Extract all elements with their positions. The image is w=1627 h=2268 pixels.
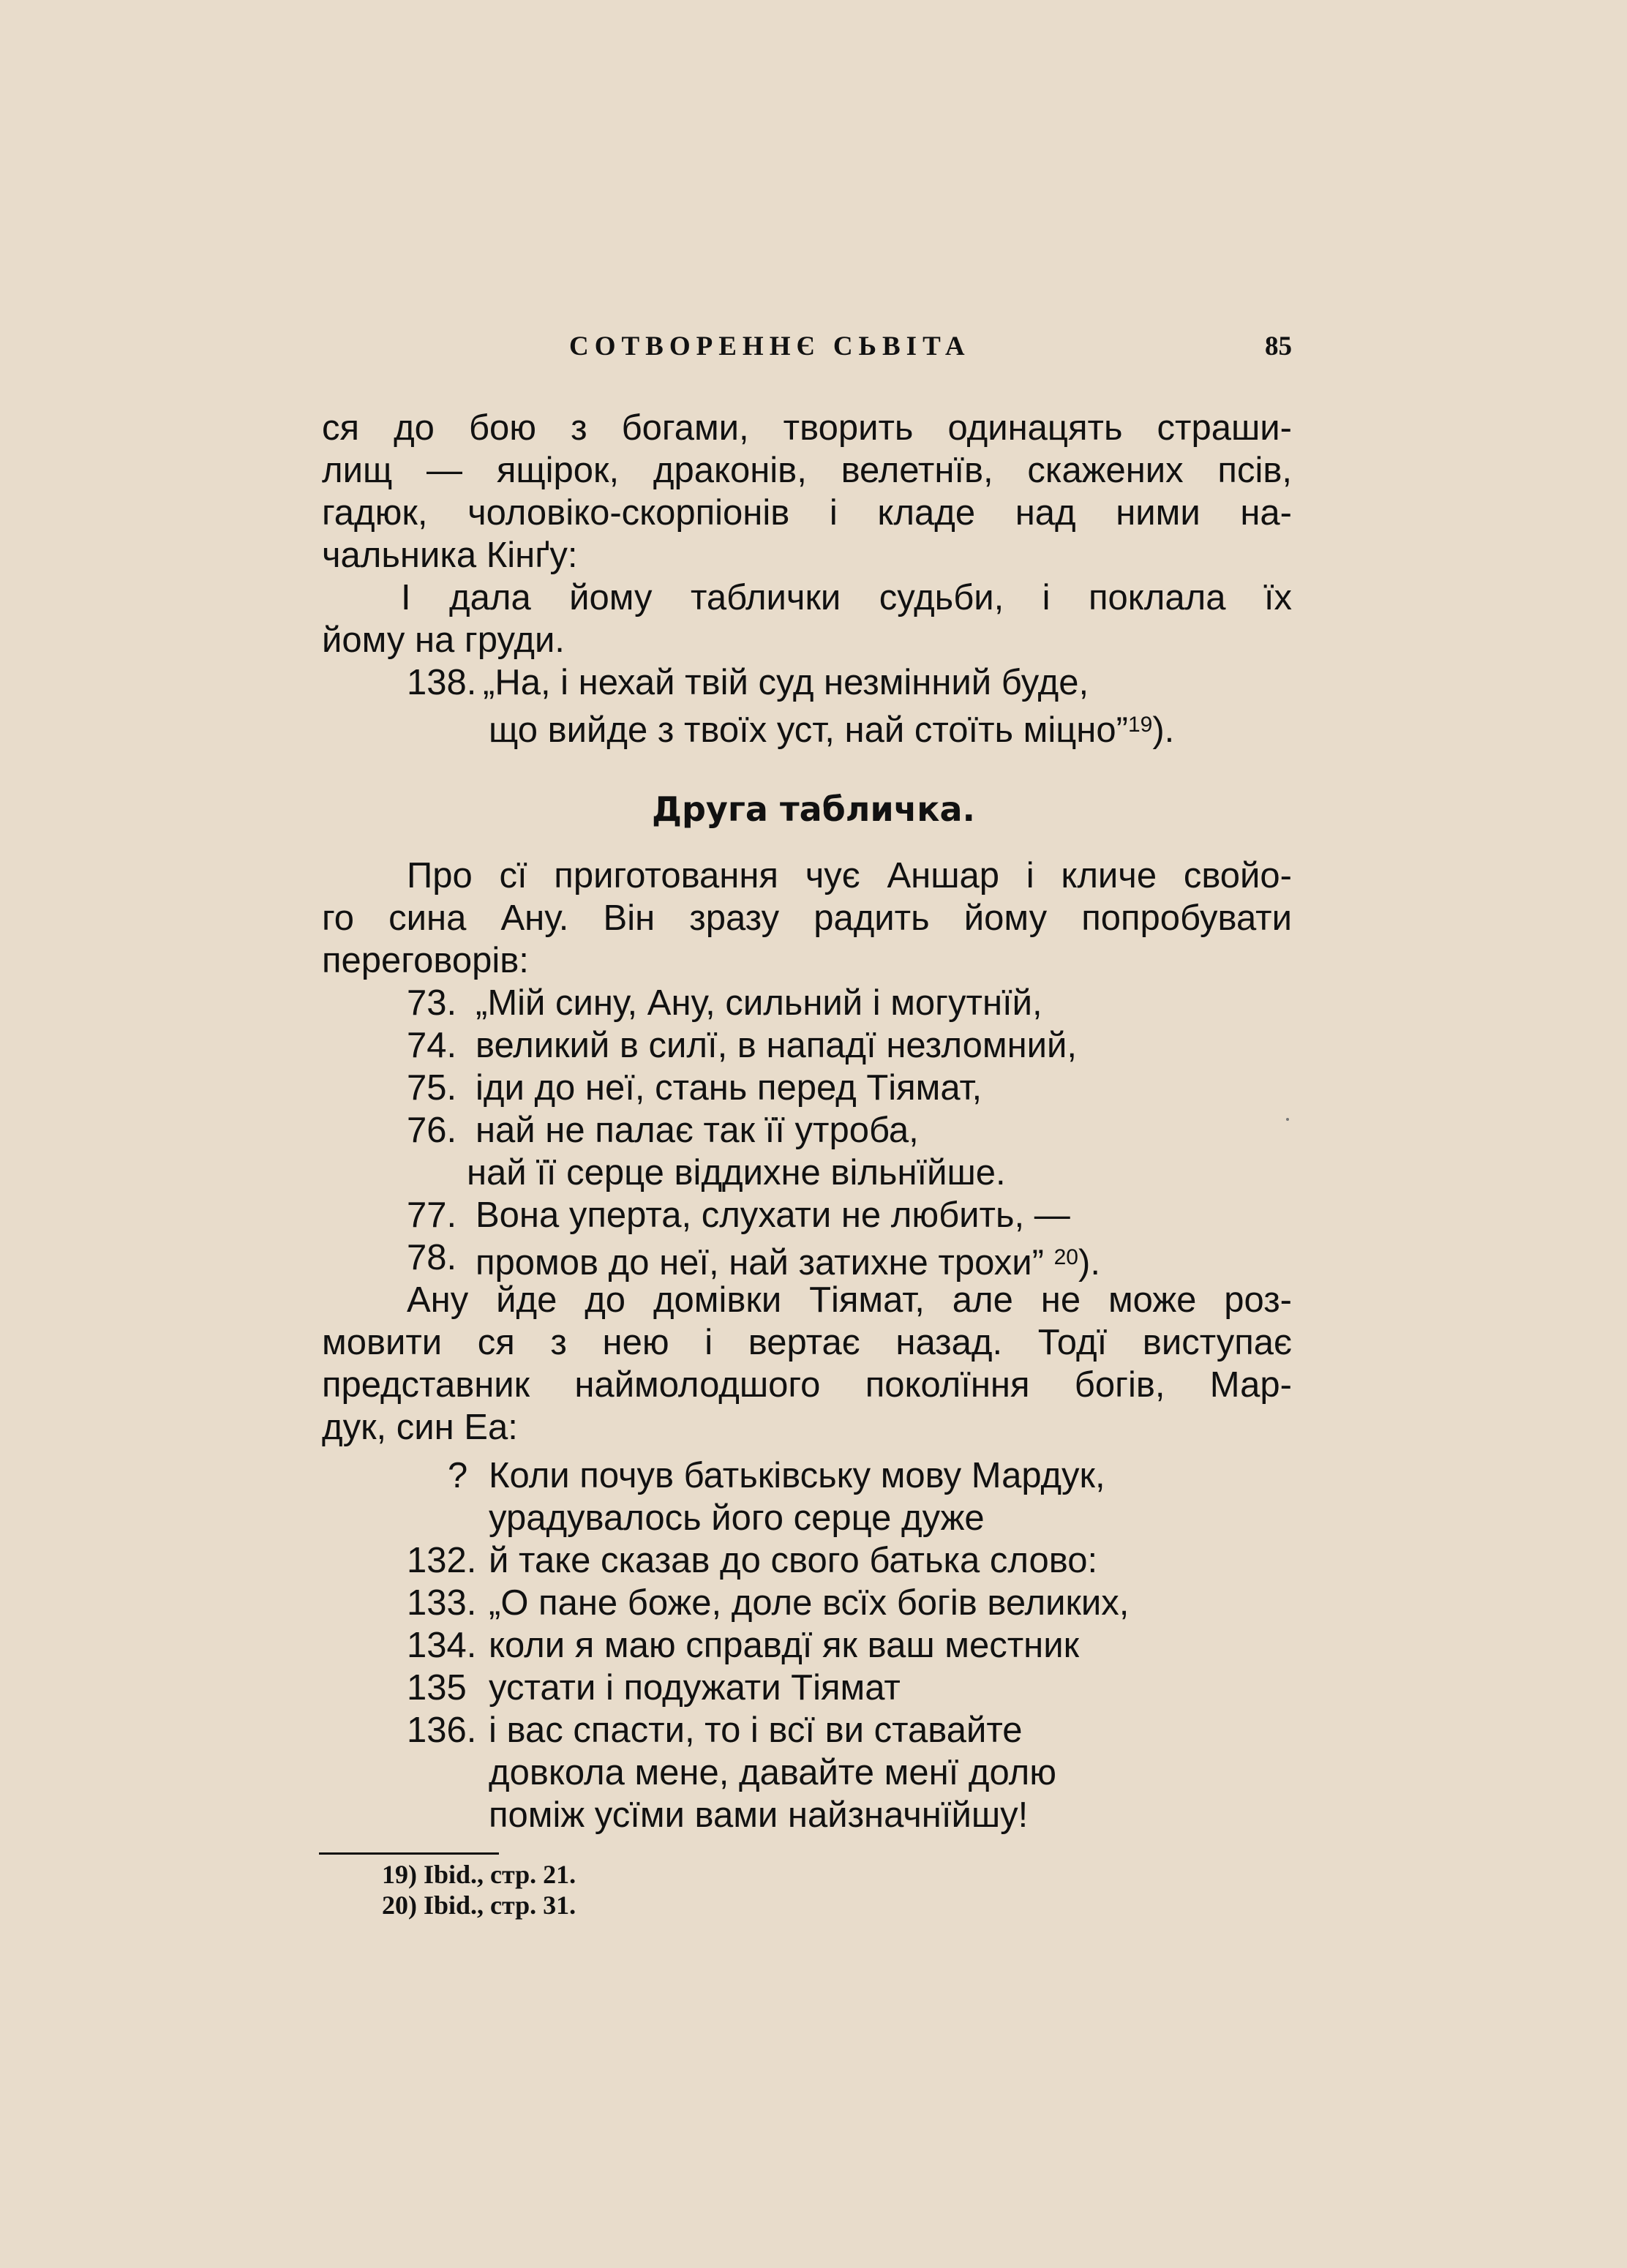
verse-number: 135 — [407, 1668, 467, 1708]
verse-line: довкола мене, давайте менї долю — [489, 1753, 1057, 1792]
verse-number: 74. — [407, 1026, 457, 1065]
text-line: І дала йому таблички судьби, і поклала їх — [401, 578, 1292, 617]
verse-line: Вона уперта, слухати не любить, — — [476, 1195, 1070, 1235]
verse-number: 136. — [407, 1711, 477, 1750]
text-line: мовити ся з нею і вертає назад. Тодї виступає — [322, 1323, 1292, 1362]
verse-line: іди до неї, стань перед Тіямат, — [476, 1068, 982, 1108]
verse-number: 73. — [407, 983, 457, 1023]
verse-line: най не палає так її утроба, — [476, 1111, 919, 1150]
verse-number: 132. — [407, 1541, 477, 1580]
verse-line: най її серце віддихне вільнїйше. — [467, 1153, 1006, 1193]
text-line: чальника Кінґу: — [322, 536, 578, 575]
text-line: переговорів: — [322, 941, 529, 980]
footnote-ref: 19 — [1127, 713, 1153, 737]
verse-text: що вийде з твоїх уст, най стоїть міцно” — [489, 710, 1128, 750]
verse-line: великий в силї, в нападї незломний, — [476, 1026, 1078, 1065]
running-header — [322, 331, 1292, 370]
verse-text: промов до неї, най затихне трохи” — [476, 1243, 1044, 1283]
verse-number: 134. — [407, 1626, 477, 1665]
verse-number: 76. — [407, 1111, 457, 1150]
text-line: гадюк, чоловіко-скорпіонів і кладе над ними на- — [322, 493, 1292, 533]
text-line: представник наймолодшого поколїння богів, Мар- — [322, 1365, 1292, 1405]
text-line: Про сї приготовання чує Аншар і кличе свойо- — [407, 856, 1292, 895]
footnote: 19) Ibid., стр. 21. — [382, 1860, 576, 1889]
verse-line: і вас спасти, то і всї ви ставайте — [489, 1711, 1023, 1750]
verse-number: ? — [448, 1456, 468, 1495]
verse-number: 138. — [407, 663, 477, 702]
verse-line: „На, і нехай твій суд незмінний буде, — [483, 663, 1089, 702]
section-heading: Друга табличка. — [651, 789, 976, 829]
text-line: дук, син Еа: — [322, 1408, 518, 1447]
running-title: СОТВОРЕННЄ СЬВІТА — [569, 331, 971, 361]
verse-number: 77. — [407, 1195, 457, 1235]
verse-line: урадувалось його серце дуже — [489, 1498, 985, 1538]
verse-line: поміж усїми вами найзначнїйшу! — [489, 1795, 1029, 1835]
verse-line-with-ref — [489, 704, 1174, 751]
verse-line: коли я маю справдї як ваш местник — [489, 1626, 1080, 1665]
verse-line: Коли почув батьківську мову Мардук, — [489, 1456, 1105, 1495]
verse-number: 75. — [407, 1068, 457, 1108]
verse-line: й таке сказав до свого батька слово: — [489, 1541, 1098, 1580]
verse-line: „О пане боже, доле всїх богів великих, — [489, 1583, 1130, 1623]
verse-tail: ). — [1152, 710, 1175, 750]
footnote-ref: 20 — [1053, 1245, 1078, 1269]
text-line: лищ — ящірок, драконів, велетнїв, скажених псів, — [322, 451, 1292, 490]
verse-number: 133. — [407, 1583, 477, 1623]
verse-tail: ). — [1078, 1243, 1100, 1283]
speck-mark — [1286, 1118, 1289, 1121]
verse-number: 78. — [407, 1238, 457, 1277]
verse-line: устати і подужати Тіямат — [489, 1668, 901, 1708]
footnote-rule — [319, 1852, 499, 1855]
verse-line: „Мій сину, Ану, сильний і могутнїй, — [476, 983, 1042, 1023]
footnote: 20) Ibid., стр. 31. — [382, 1890, 576, 1920]
text-line: йому на груди. — [322, 620, 565, 660]
text-line: го сина Ану. Він зразу радить йому попробувати — [322, 898, 1292, 938]
text-line: ся до бою з богами, творить одинацять страши- — [322, 408, 1292, 448]
text-line: Ану йде до домівки Тіямат, але не може роз- — [407, 1280, 1292, 1320]
page-number: 85 — [1265, 331, 1292, 361]
verse-line-with-ref — [476, 1236, 1100, 1284]
